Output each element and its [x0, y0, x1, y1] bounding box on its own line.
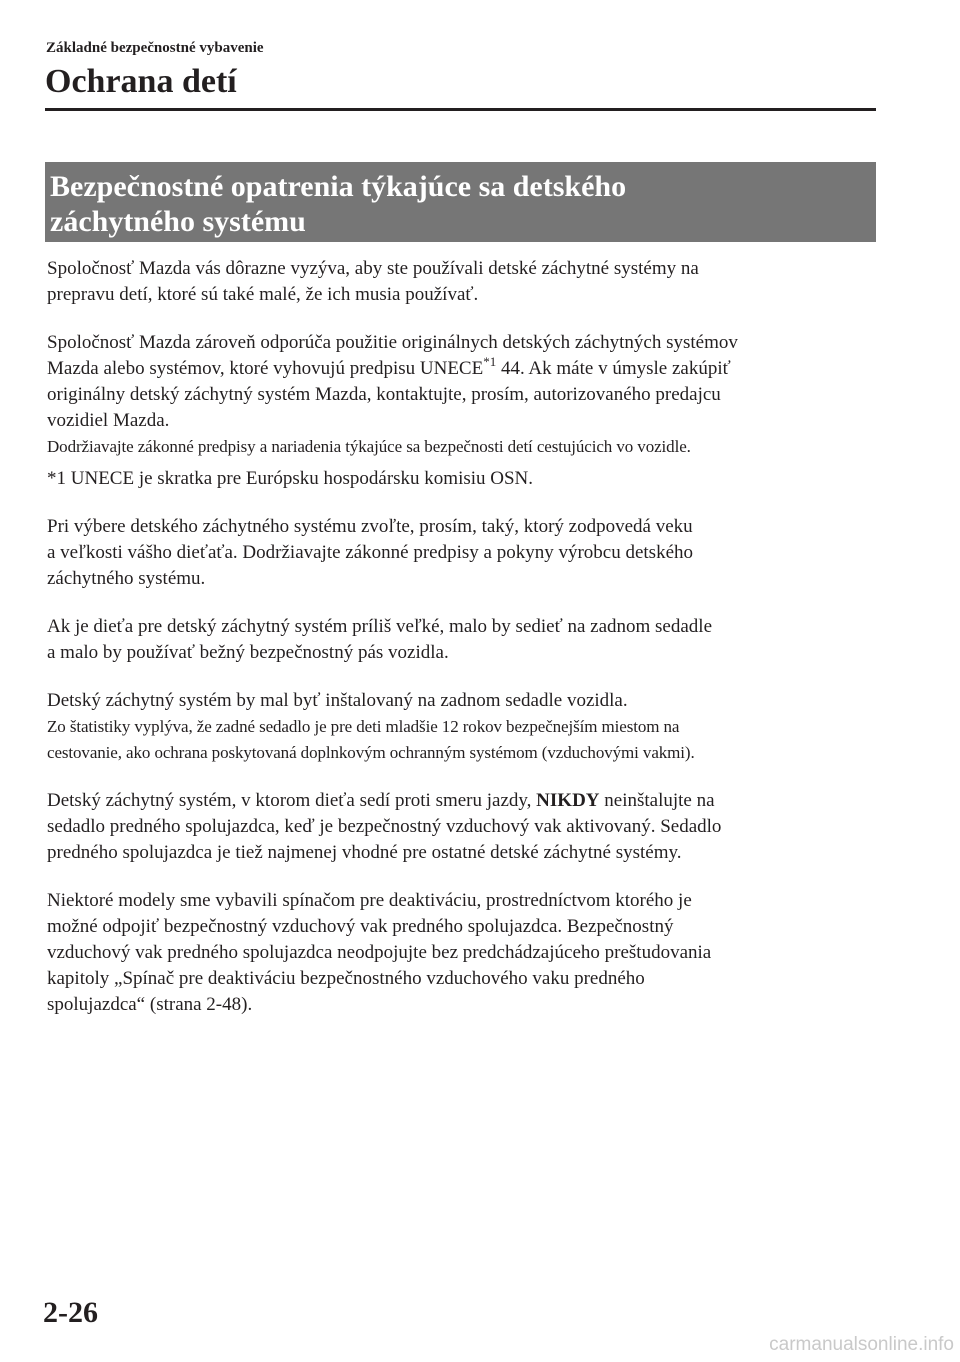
text-line: Zo štatistiky vyplýva, že zadné sedadlo je pre deti mladšie 12 rokov bezpečnejším miestom na — [47, 717, 680, 736]
paragraph-usage — [47, 256, 882, 308]
text-line: možné odpojiť bezpečnostný vzduchový vak predného spolujazdca. Bezpečnostný — [47, 916, 674, 937]
text-line: Pri výbere detského záchytného systému zvoľte, prosím, taký, ktorý zodpovedá veku — [47, 516, 693, 537]
text-line: a malo by používať bežný bezpečnostný pás vozidla. — [47, 642, 449, 663]
paragraph-recommendation — [47, 330, 882, 460]
text-line: kapitoly „Spínač pre deaktiváciu bezpečnostného vzduchového vaku predného — [47, 968, 645, 989]
text-fragment: Mazda alebo systémov, ktoré vyhovujú predpisu UNECE — [47, 358, 484, 379]
paragraph-selection — [47, 514, 882, 592]
page-number: 2-26 — [43, 1296, 98, 1329]
paragraph-older-child — [47, 614, 882, 666]
text-fragment: Detský záchytný systém, v ktorom dieťa sedí proti smeru jazdy, — [47, 790, 537, 811]
text-line: Ak je dieťa pre detský záchytný systém príliš veľké, malo by sedieť na zadnom sedadle — [47, 616, 713, 637]
text-line: Spoločnosť Mazda vás dôrazne vyzýva, aby ste používali detské záchytné systémy na — [47, 258, 699, 279]
paragraph-deactivation-switch — [47, 888, 882, 1018]
emphasis-never: NIKDY — [536, 790, 600, 811]
text-line: Dodržiavajte zákonné predpisy a nariadenia týkajúce sa bezpečnosti detí cestujúcich vo vozidle. — [47, 437, 691, 456]
page-title: Ochrana detí — [45, 63, 237, 100]
section-heading-banner — [45, 162, 876, 242]
section-heading-line-2: záchytného systému — [50, 205, 306, 238]
body-content — [47, 256, 882, 1018]
footnote-marker: *1 — [483, 353, 497, 369]
text-line: Detský záchytný systém by mal byť inštalovaný na zadnom sedadle vozidla. — [47, 690, 628, 711]
text-line: Spoločnosť Mazda zároveň odporúča použitie originálnych detských záchytných systémov — [47, 332, 738, 353]
text-fragment: 44. Ak máte v úmysle zakúpiť — [496, 358, 731, 379]
section-heading-line-1: Bezpečnostné opatrenia týkajúce sa detského — [50, 170, 627, 203]
section-heading — [50, 169, 876, 239]
text-line — [47, 353, 882, 382]
text-line: a veľkosti vášho dieťaťa. Dodržiavajte zákonné predpisy a pokyny výrobcu detského — [47, 542, 694, 563]
paragraph-rear-seat — [47, 688, 882, 766]
footnote: *1 UNECE je skratka pre Európsku hospodársku komisiu OSN. — [47, 468, 534, 489]
text-line: predného spolujazdca je tiež najmenej vhodné pre ostatné detské záchytné systémy. — [47, 842, 682, 863]
title-divider — [45, 108, 876, 111]
breadcrumb: Základné bezpečnostné vybavenie — [46, 40, 264, 56]
text-line: cestovanie, ako ochrana poskytovaná doplnkovým ochranným systémom (vzduchovými vakmi). — [47, 743, 695, 762]
text-line: vozidiel Mazda. — [47, 410, 170, 431]
watermark: carmanualsonline.info — [769, 1334, 954, 1355]
paragraph-rear-facing-warning — [47, 788, 882, 866]
text-line: spolujazdca“ (strana 2-48). — [47, 994, 253, 1015]
text-line — [47, 788, 882, 814]
text-line: vzduchový vak predného spolujazdca neodpojujte bez predchádzajúceho preštudovania — [47, 942, 712, 963]
text-line: originálny detský záchytný systém Mazda, kontaktujte, prosím, autorizovaného predajcu — [47, 384, 721, 405]
text-line: Niektoré modely sme vybavili spínačom pre deaktiváciu, prostredníctvom ktorého je — [47, 890, 692, 911]
text-line: sedadlo predného spolujazdca, keď je bezpečnostný vzduchový vak aktivovaný. Sedadlo — [47, 816, 722, 837]
text-line: záchytného systému. — [47, 568, 206, 589]
text-line: prepravu detí, ktoré sú také malé, že ich musia používať. — [47, 284, 479, 305]
text-fragment: neinštalujte na — [599, 790, 715, 811]
